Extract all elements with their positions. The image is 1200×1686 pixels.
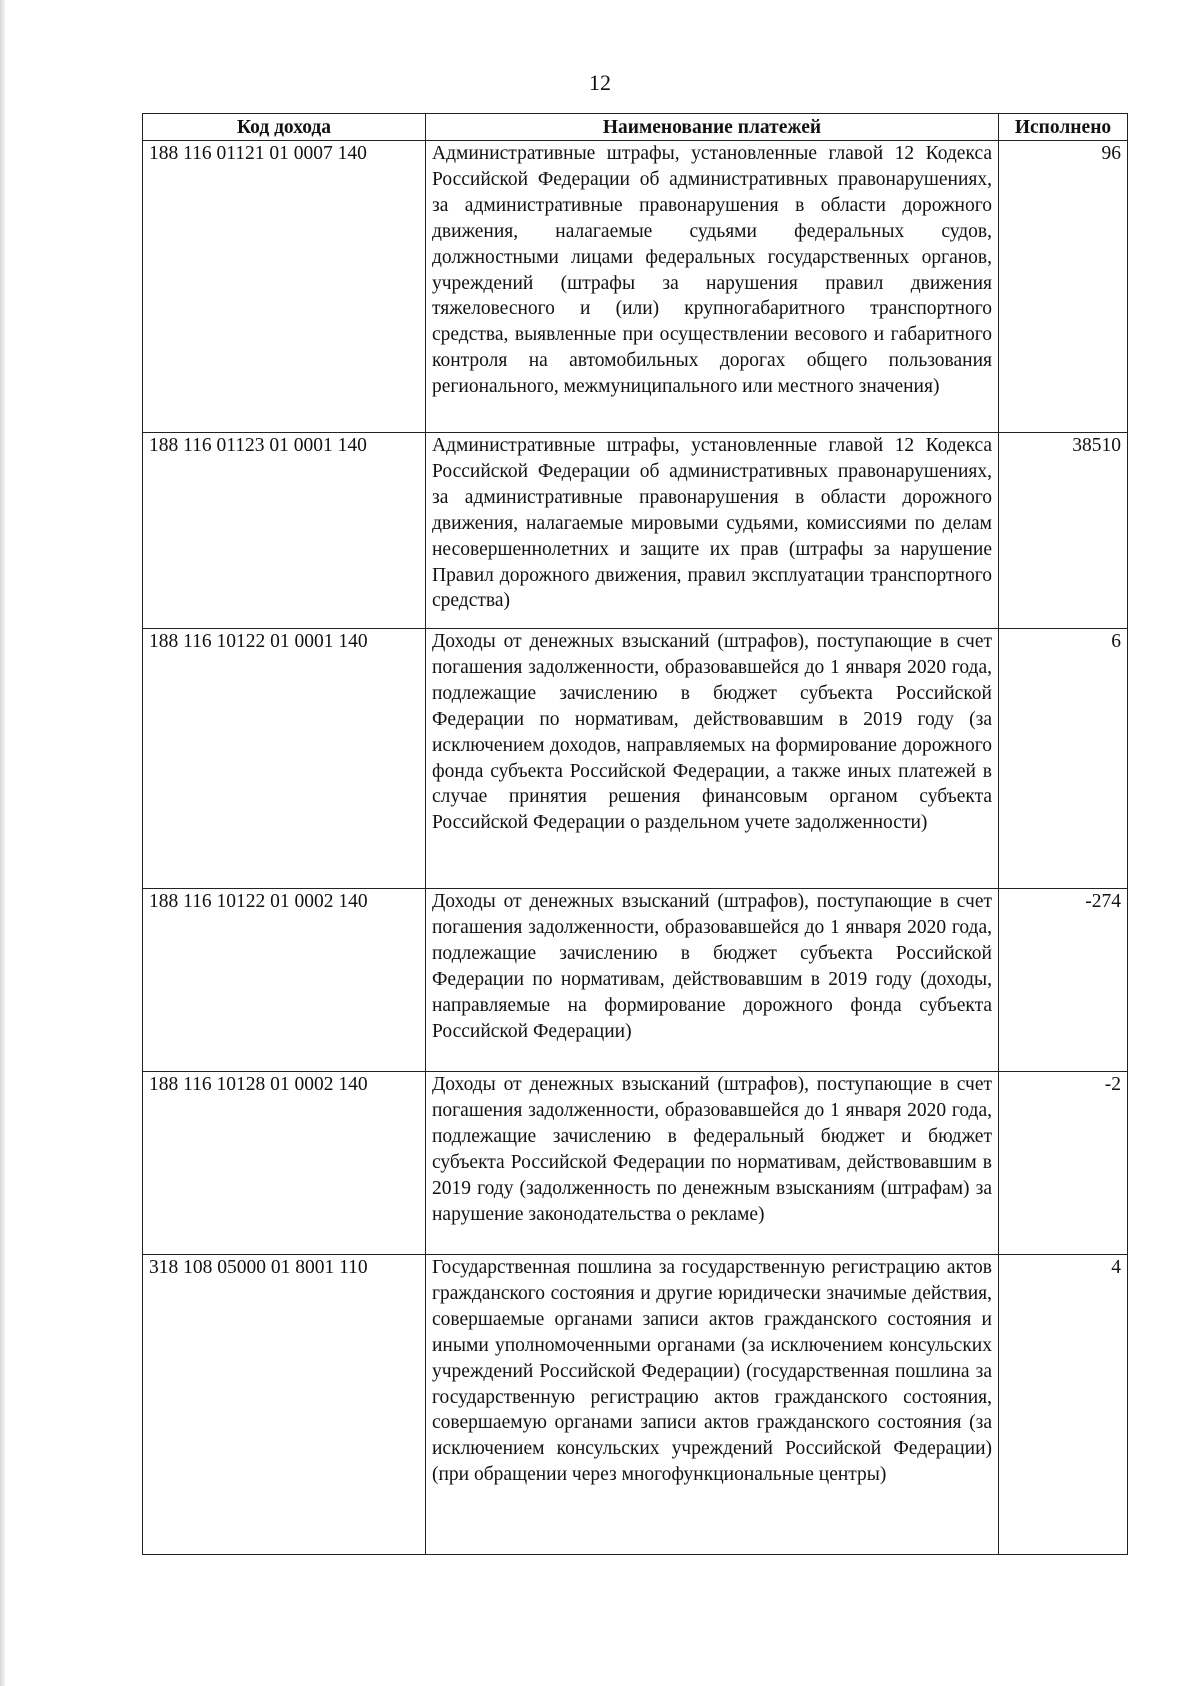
- table-row: [143, 1255, 1128, 1555]
- executed-amount: -274: [999, 889, 1128, 1072]
- income-code: 188 116 10122 01 0001 140: [143, 629, 426, 889]
- header-name: Наименование платежей: [426, 114, 999, 141]
- payment-name: Доходы от денежных взысканий (штрафов), поступающие в счет погашения задолженности, образовавшейся до 1 января 2020 года, подлежащие зачислению в федеральный бюджет и бюджет субъекта Российской Федерации по нормативам, действовавшим в 2019 году (задолженность по денежным взысканиям (штрафам) за нарушение законодательства о рекламе): [426, 1072, 999, 1255]
- income-code: 188 116 10128 01 0002 140: [143, 1072, 426, 1255]
- table-row: [143, 889, 1128, 1072]
- table-row: [143, 1072, 1128, 1255]
- header-executed: Исполнено: [999, 114, 1128, 141]
- income-code: 318 108 05000 01 8001 110: [143, 1255, 426, 1555]
- payment-name: Доходы от денежных взысканий (штрафов), поступающие в счет погашения задолженности, образовавшейся до 1 января 2020 года, подлежащие зачислению в бюджет субъекта Российской Федерации по нормативам, действовавшим в 2019 году (за исключением доходов, направляемых на формирование дорожного фонда субъекта Российской Федерации, а также иных платежей в случае принятия решения финансовым органом субъекта Российской Федерации о раздельном учете задолженности): [426, 629, 999, 889]
- executed-amount: 96: [999, 141, 1128, 433]
- income-code: 188 116 10122 01 0002 140: [143, 889, 426, 1072]
- scan-edge: [0, 0, 5, 1686]
- table-row: [143, 629, 1128, 889]
- payment-name: Административные штрафы, установленные главой 12 Кодекса Российской Федерации об административных правонарушениях, за административные правонарушения в области дорожного движения, налагаемые судьями федеральных судов, должностными лицами федеральных государственных органов, учреждений (штрафы за нарушения правил движения тяжеловесного и (или) крупногабаритного транспортного средства, выявленные при осуществлении весового и габаритного контроля на автомобильных дорогах общего пользования регионального, межмуниципального или местного значения): [426, 141, 999, 433]
- payment-name: Государственная пошлина за государственную регистрацию актов гражданского состояния и другие юридически значимые действия, совершаемые органами записи актов гражданского состояния и иными уполномоченными органами (за исключением консульских учреждений Российской Федерации) (государственная пошлина за государственную регистрацию актов гражданского состояния, совершаемую органами записи актов гражданского состояния (за исключением консульских учреждений Российской Федерации) (при обращении через многофункциональные центры): [426, 1255, 999, 1555]
- table-row: [143, 433, 1128, 629]
- income-code: 188 116 01123 01 0001 140: [143, 433, 426, 629]
- table-header-row: [143, 114, 1128, 141]
- payment-name: Доходы от денежных взысканий (штрафов), поступающие в счет погашения задолженности, образовавшейся до 1 января 2020 года, подлежащие зачислению в бюджет субъекта Российской Федерации по нормативам, действовавшим в 2019 году (доходы, направляемые на формирование дорожного фонда субъекта Российской Федерации): [426, 889, 999, 1072]
- page-number: 12: [589, 70, 611, 95]
- executed-amount: 38510: [999, 433, 1128, 629]
- executed-amount: -2: [999, 1072, 1128, 1255]
- executed-amount: 4: [999, 1255, 1128, 1555]
- income-code: 188 116 01121 01 0007 140: [143, 141, 426, 433]
- revenue-table: [142, 113, 1128, 1555]
- executed-amount: 6: [999, 629, 1128, 889]
- header-code: Код дохода: [143, 114, 426, 141]
- table-row: [143, 141, 1128, 433]
- payment-name: Административные штрафы, установленные главой 12 Кодекса Российской Федерации об административных правонарушениях, за административные правонарушения в области дорожного движения, налагаемые мировыми судьями, комиссиями по делам несовершеннолетних и защите их прав (штрафы за нарушение Правил дорожного движения, правил эксплуатации транспортного средства): [426, 433, 999, 629]
